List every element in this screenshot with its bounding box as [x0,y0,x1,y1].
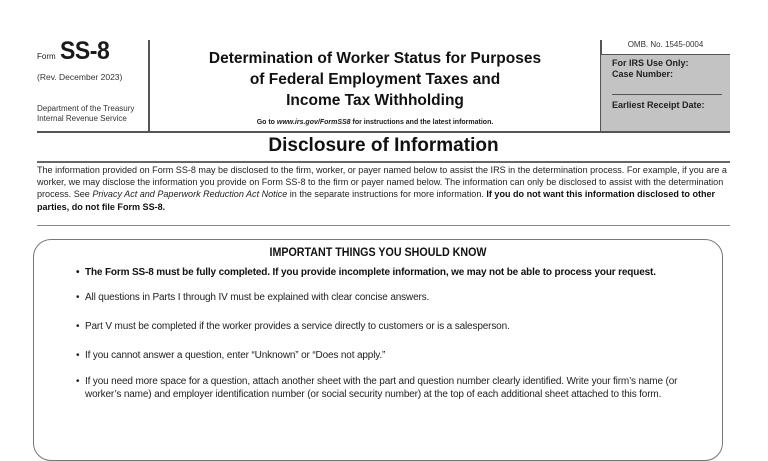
list-item: • If you need more space for a question, attach another sheet with the part and question number clearly identified. Write your firm’s name (or worker’s name) and employer identification number (or social security number) at the top of each additional sheet attached to this form. [77,375,687,401]
form-number: SS-8 [60,37,110,65]
case-number-label: Case Number: [612,69,674,79]
irs-use-only-labels [612,58,689,80]
disclosure-warning: If you do not want this information disclosed to other parties, do not file Form SS-8. [37,189,716,212]
list-item: • All questions in Parts I through IV must be explained with clear concise answers. [77,291,687,304]
earliest-receipt-date-label: Earliest Receipt Date: [612,100,705,110]
goto-prefix: Go to [256,119,277,126]
omb-number: OMB. No. 1545-0004 [627,40,704,49]
form-identifier-block [37,38,148,124]
important-notice-heading: IMPORTANT THINGS YOU SHOULD KNOW [269,247,487,259]
list-item: • The Form SS-8 must be fully completed. If you provide incomplete information, we may not be able to process your request. [77,266,687,279]
goto-suffix: for instructions and the latest information. [350,119,494,126]
privacy-act-reference: Privacy Act and Paperwork Reduction Act Notice [92,189,288,200]
irs-use-only-label: For IRS Use Only: [612,58,689,68]
case-number-field-line [612,94,722,95]
irs-url-link[interactable]: www.irs.gov/FormSS8 [276,119,351,126]
disclosure-bottom-rule [37,225,730,226]
important-notice-list [77,266,687,413]
disclosure-top-rule [37,161,730,163]
form-number-line [37,38,148,64]
form-title-line-2: of Federal Employment Taxes and [249,71,501,88]
agency-line: Internal Revenue Service [37,114,127,123]
form-title-line-3: Income Tax Withholding [286,92,464,109]
form-title [150,48,600,111]
disclosure-heading: Disclosure of Information [268,135,499,156]
disclosure-text-2: in the separate instructions for more information. [287,189,487,200]
issuing-agency [37,104,148,124]
form-title-line-1: Determination of Worker Status for Purposes [208,50,542,67]
disclosure-text-1: The information provided on Form SS-8 may be disclosed to the firm, worker, or payer named below to assist the IRS in the determination process. For example, if you are a worker, we may disclose the information you provide on Form SS-8 to the firm or payer named below. The information can only be disclosed to assist with the determination process. See [37,165,727,200]
department-line: Department of the Treasury [37,104,135,113]
disclosure-paragraph [37,164,732,213]
form-label: Form [37,52,56,61]
list-item: • If you cannot answer a question, enter “Unknown” or “Does not apply.” [77,349,687,362]
list-item: • Part V must be completed if the worker provides a service directly to customers or is a salesperson. [77,320,687,333]
instructions-link-line [150,119,600,126]
header-bottom-rule [37,131,730,133]
form-revision: (Rev. December 2023) [37,72,123,82]
